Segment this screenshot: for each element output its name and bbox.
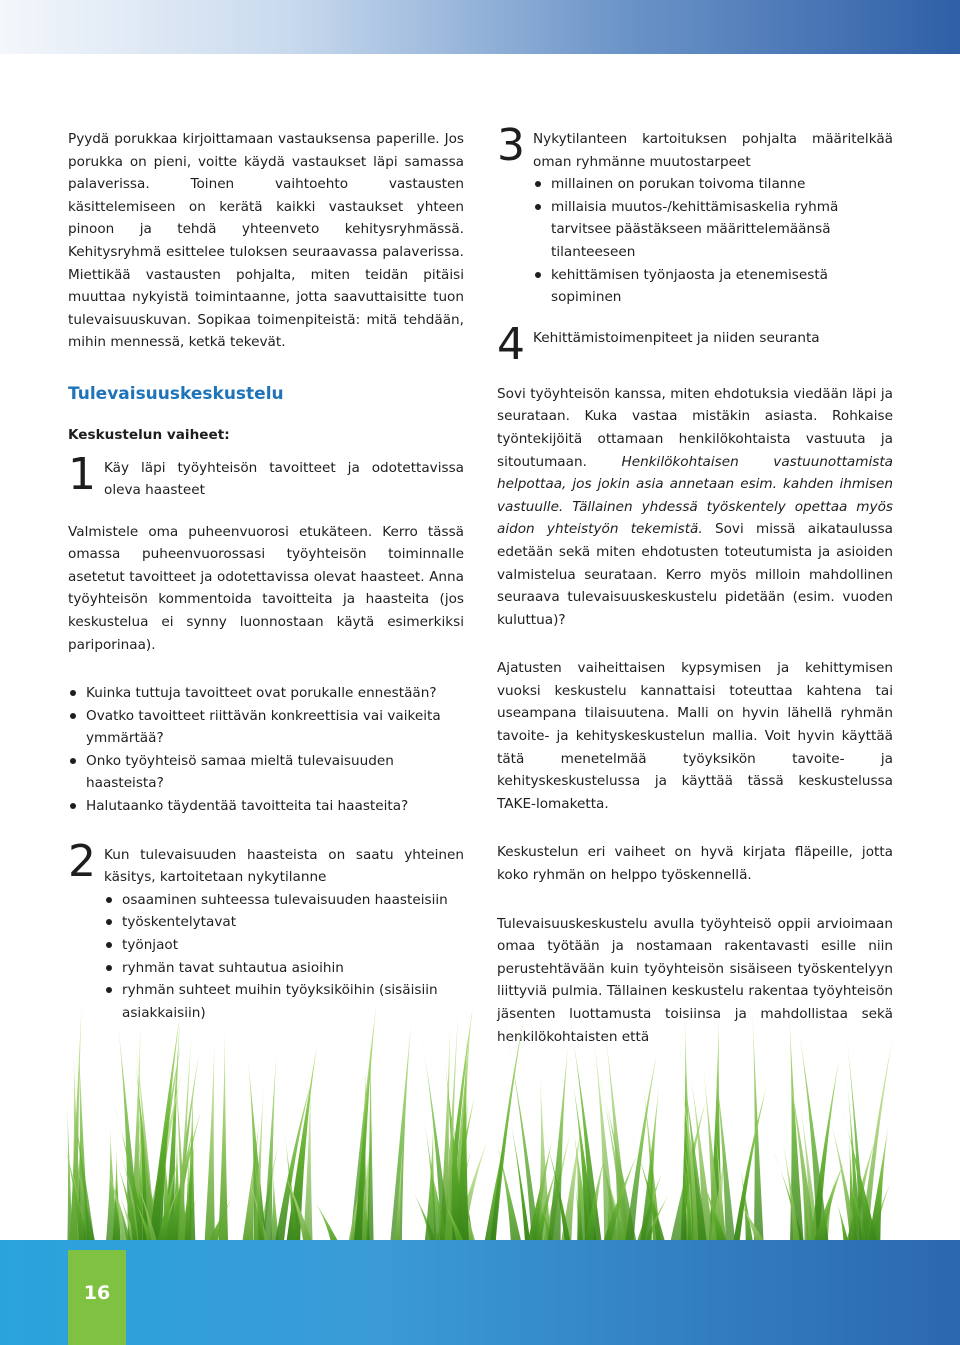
list-item: ryhmän suhteet muihin työyksiköihin (sisäisiin asiakkaisiin): [104, 979, 464, 1024]
phasing-paragraph: Ajatusten vaiheittaisen kypsymisen ja kehittymisen vuoksi keskustelu kannattaisi toteuttaa kahtena tai useampana tilaisuutena. Malli on hyvin lähellä ryhmän tavoite- ja kehityskeskustelun mallia. Voit hyvin käyttää tätä menetelmää työyksikön tavoite- ja kehityskeskustelussa ja käyttää tässä keskustelussa TAKE-lomaketta.: [497, 660, 893, 812]
step-1-number: 1: [68, 448, 96, 500]
followup-text-a: Sovi työyhteisön kanssa, miten ehdotuksia viedään läpi ja seurataan. Kuka vastaa mistäkin asiasta. Rohkaise työntekijöitä ottamaan henkilökohtaista vastuuta ja sitoutumaan.: [497, 385, 893, 470]
flipchart-paragraph: Keskustelun eri vaiheet on hyvä kirjata fläpeille, jotta koko ryhmän on helppo työskennellä.: [497, 844, 893, 884]
page-number: 16: [83, 1282, 111, 1304]
list-item: kehittämisen työnjaosta ja etenemisestä sopiminen: [533, 264, 893, 309]
step-4-text: Kehittämistoimenpiteet ja niiden seuranta: [533, 329, 820, 346]
section-heading: Tulevaisuuskeskustelu: [68, 383, 284, 404]
intro-paragraph: Pyydä porukkaa kirjoittamaan vastauksensa paperille. Jos porukka on pieni, voitte käydä vastaukset läpi samassa palaverissa. Toinen vaihtoehto vastausten käsittelemiseen on kerätä kaikki vastaukset yhteen pinoon ja tehdä yhteenveto kehitysryhmässä. Kehitysryhmä esittelee tuloksen seuraavassa palaverissa. Miettikää vastausten pohjalta, miten teidän pitäisi muuttaa nykyistä toimintaanne, jotta saavuttaisitte tuon tulevaisuuskuvan. Sopikaa toimenpiteistä: mitä tehdään, mihin mennessä, ketkä tekevät.: [68, 131, 464, 351]
followup-text-b: Sovi missä aikataulussa edetään sekä miten ehdotusten toteutumista ja asioiden valmistelua seurataan. Kerro myös milloin mahdollinen seuraava tulevaisuuskeskustelu pidetään (esim. vuoden kuluttua)?: [497, 521, 893, 628]
list-item: ryhmän tavat suhtautua asioihin: [104, 957, 464, 980]
left-column: [68, 128, 464, 1024]
list-item: työnjaot: [104, 934, 464, 957]
list-item: Onko työyhteisö samaa mieltä tulevaisuuden haasteista?: [68, 750, 464, 795]
steps-subheading: Keskustelun vaiheet:: [68, 426, 230, 443]
list-item: Kuinka tuttuja tavoitteet ovat porukalle ennestään?: [68, 682, 464, 705]
list-item: Ovatko tavoitteet riittävän konkreettisia vai vaikeita ymmärtää?: [68, 705, 464, 750]
list-item: millaisia muutos-/kehittämisaskelia ryhmä tarvitsee päästäkseen määrittelemäänsä tilanteeseen: [533, 196, 893, 264]
step-3-text: Nykytilanteen kartoituksen pohjalta määritelkää oman ryhmänne muutostarpeet: [533, 131, 893, 170]
step-1-body: Valmistele oma puheenvuorosi etukäteen. Kerro tässä omassa puheenvuorossasi työyhteisön toiminnalle asetetut tavoitteet ja odotettavissa olevat haasteet. Anna työyhteisön kommentoida tavoitteita ja haasteita (jos keskustelua ei synny luonnostaan käytä esimerkiksi pariporinaa).: [68, 523, 464, 653]
followup-paragraph: [497, 383, 893, 632]
step-1: [68, 448, 464, 503]
step-4: [497, 318, 893, 373]
bottom-decorative-band: [0, 1240, 960, 1345]
question-list: [68, 682, 464, 818]
top-decorative-band: [0, 0, 960, 54]
right-column: [497, 120, 893, 1048]
step-2-number: 2: [68, 835, 96, 887]
list-item: Halutaanko täydentää tavoitteita tai haasteita?: [68, 795, 464, 818]
step-4-number: 4: [497, 318, 525, 370]
step-3: [497, 120, 893, 309]
step-2: [68, 835, 464, 1025]
step-3-number: 3: [497, 120, 525, 171]
list-item: millainen on porukan toivoma tilanne: [533, 173, 893, 196]
step-1-text: Käy läpi työyhteisön tavoitteet ja odotettavissa oleva haasteet: [104, 459, 464, 499]
step-3-list: [533, 173, 893, 309]
grass-image: [0, 1000, 960, 1260]
step-2-text: Kun tulevaisuuden haasteista on saatu yhteinen käsitys, kartoitetaan nykytilanne: [104, 846, 464, 886]
list-item: työskentelytavat: [104, 911, 464, 934]
benefits-paragraph: Tulevaisuuskeskustelu avulla työyhteisö oppii arvioimaan omaa työtään ja nostamaan rakentavasti esille niin perustehtävään kuin työyhteisön sisäiseen työskentelyyn liittyviä pulmia. Tällainen keskustelu rakentaa työyhteisön jäsenten luottamusta toisiinsa ja mahdollistaa sekä henkilökohtaisten että: [497, 915, 893, 1045]
list-item: osaaminen suhteessa tulevaisuuden haasteisiin: [104, 889, 464, 912]
followup-italic: Henkilökohtaisen vastuunottamista helpottaa, jos jokin asia annetaan esim. kahden ihmisen vastuulle. Tällainen yhdessä työskentely opettaa myös aidon yhteistyön tekemistä.: [497, 453, 893, 538]
